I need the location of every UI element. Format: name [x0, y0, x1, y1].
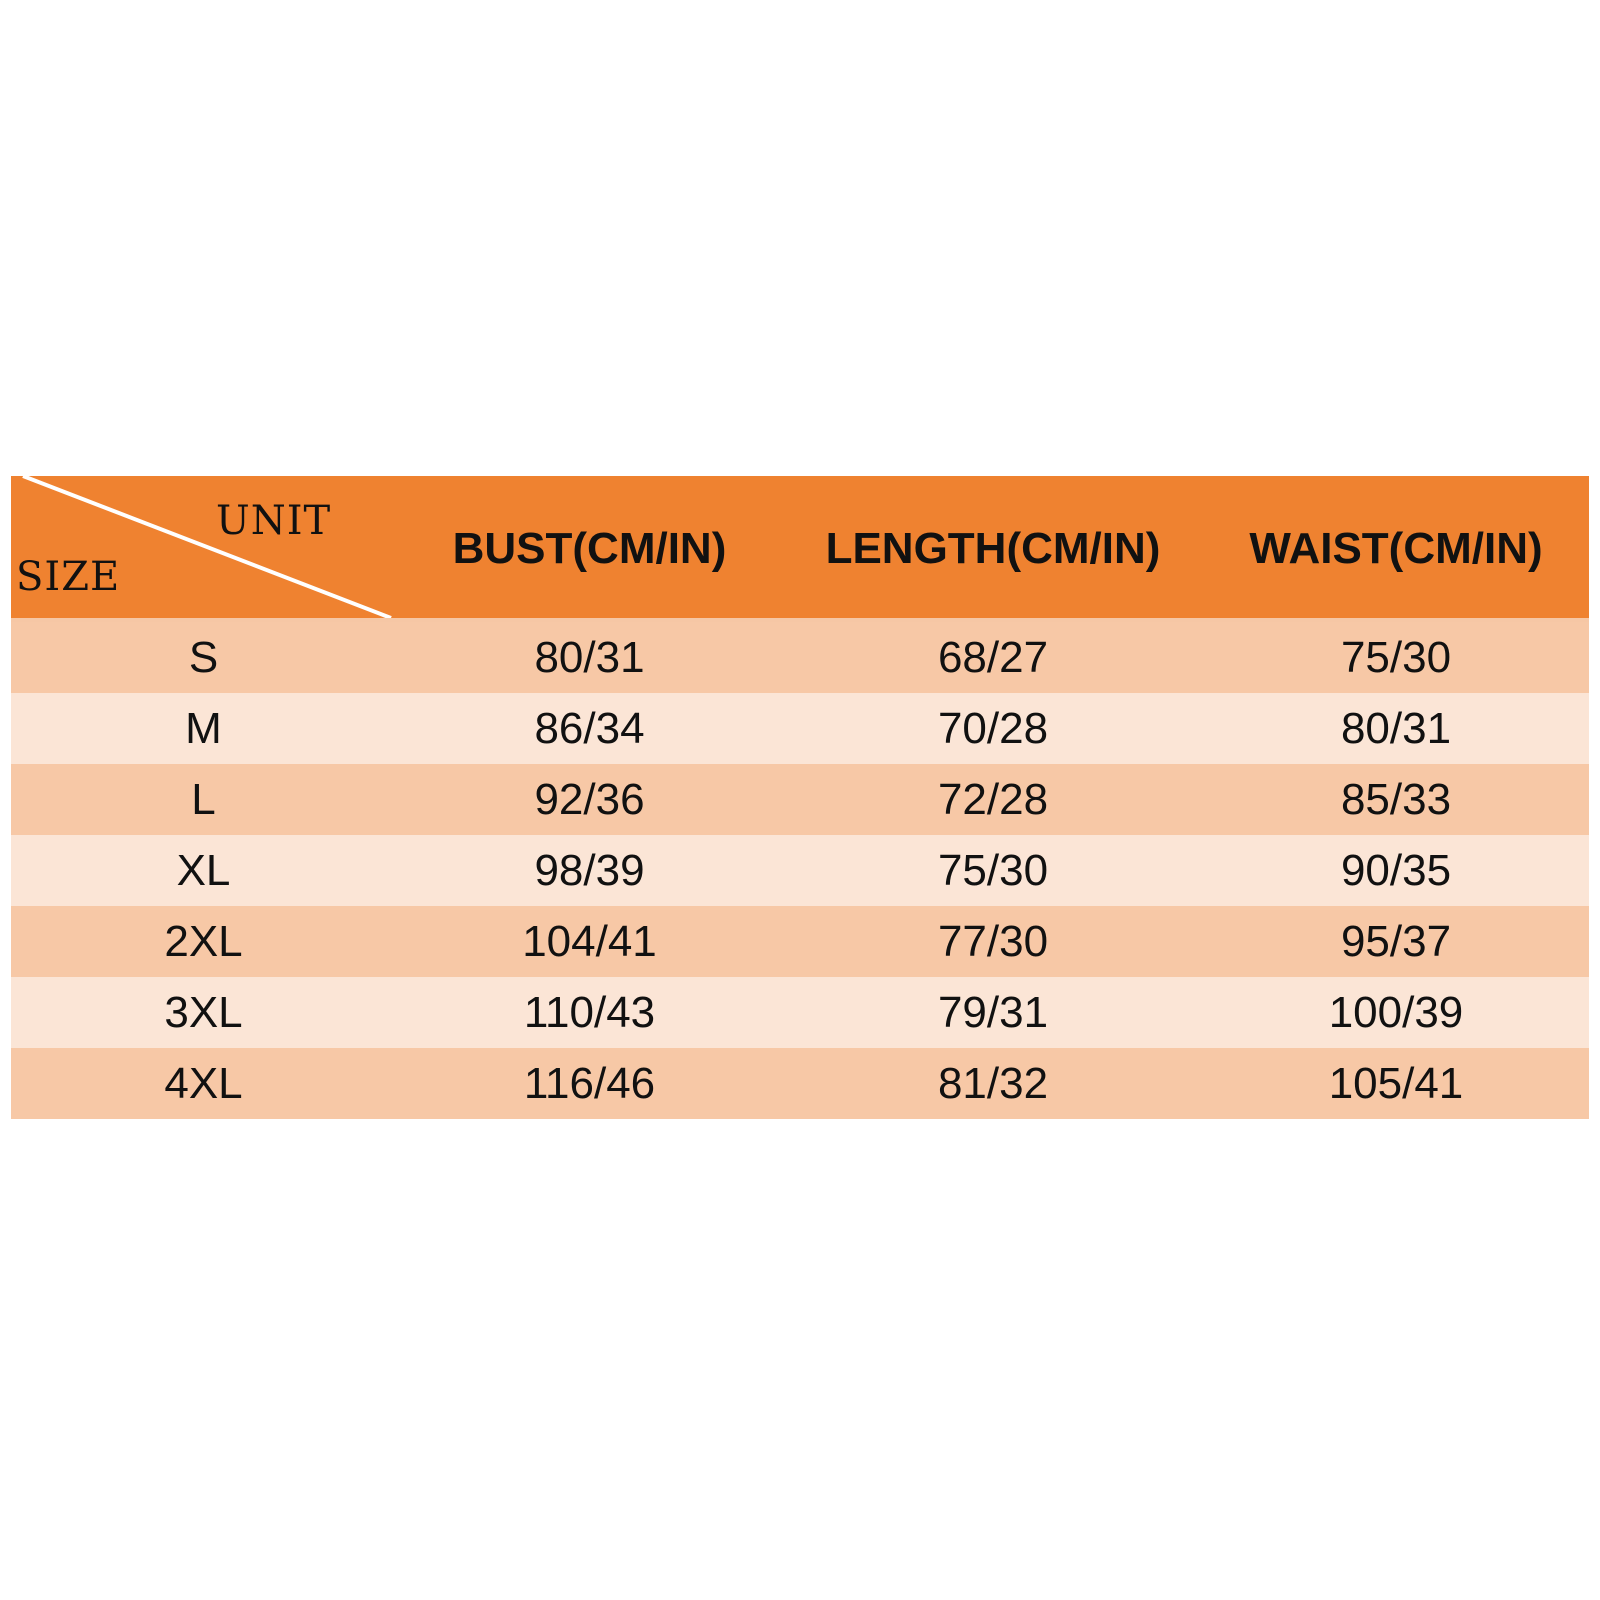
- size-cell: S: [188, 633, 219, 682]
- size-cell: 2XL: [164, 917, 243, 966]
- bust-cell: 116/46: [523, 1059, 656, 1108]
- size-cell: 4XL: [164, 1059, 243, 1108]
- length-cell: 79/31: [937, 988, 1049, 1037]
- waist-cell: 80/31: [1340, 704, 1452, 753]
- length-cell: 68/27: [937, 633, 1049, 682]
- length-column-header: LENGTH(CM/IN): [825, 524, 1161, 573]
- size-label: SIZE: [16, 554, 121, 600]
- waist-cell: 75/30: [1340, 633, 1452, 682]
- table-row: [11, 622, 1589, 693]
- length-cell: 72/28: [937, 775, 1049, 824]
- length-cell: 70/28: [937, 704, 1049, 753]
- table-row: [11, 906, 1589, 977]
- waist-cell: 85/33: [1340, 775, 1452, 824]
- waist-cell: 100/39: [1328, 988, 1464, 1037]
- length-cell: 75/30: [937, 846, 1049, 895]
- table-row: [11, 977, 1589, 1048]
- size-cell: L: [191, 775, 216, 824]
- bust-cell: 86/34: [534, 704, 645, 753]
- size-cell: 3XL: [164, 988, 243, 1037]
- bust-cell: 80/31: [534, 633, 645, 682]
- bust-cell: 104/41: [522, 917, 657, 966]
- size-cell: XL: [176, 846, 231, 895]
- waist-column-header: WAIST(CM/IN): [1249, 524, 1543, 573]
- waist-cell: 90/35: [1340, 846, 1452, 895]
- length-cell: 77/30: [937, 917, 1049, 966]
- table-row: [11, 693, 1589, 764]
- table-row: [11, 764, 1589, 835]
- table-row: [11, 1048, 1589, 1119]
- size-chart-table: [11, 476, 1589, 1119]
- size-cell: M: [185, 704, 222, 753]
- bust-cell: 110/43: [523, 988, 656, 1037]
- bust-column-header: BUST(CM/IN): [452, 524, 727, 573]
- waist-cell: 95/37: [1340, 917, 1452, 966]
- corner-header-cell: [11, 476, 396, 618]
- table-row: [11, 835, 1589, 906]
- table-header-row: [11, 476, 1589, 622]
- unit-label: UNIT: [216, 498, 332, 544]
- waist-cell: 105/41: [1328, 1059, 1464, 1108]
- bust-cell: 92/36: [534, 775, 645, 824]
- length-cell: 81/32: [937, 1059, 1049, 1108]
- bust-cell: 98/39: [534, 846, 645, 895]
